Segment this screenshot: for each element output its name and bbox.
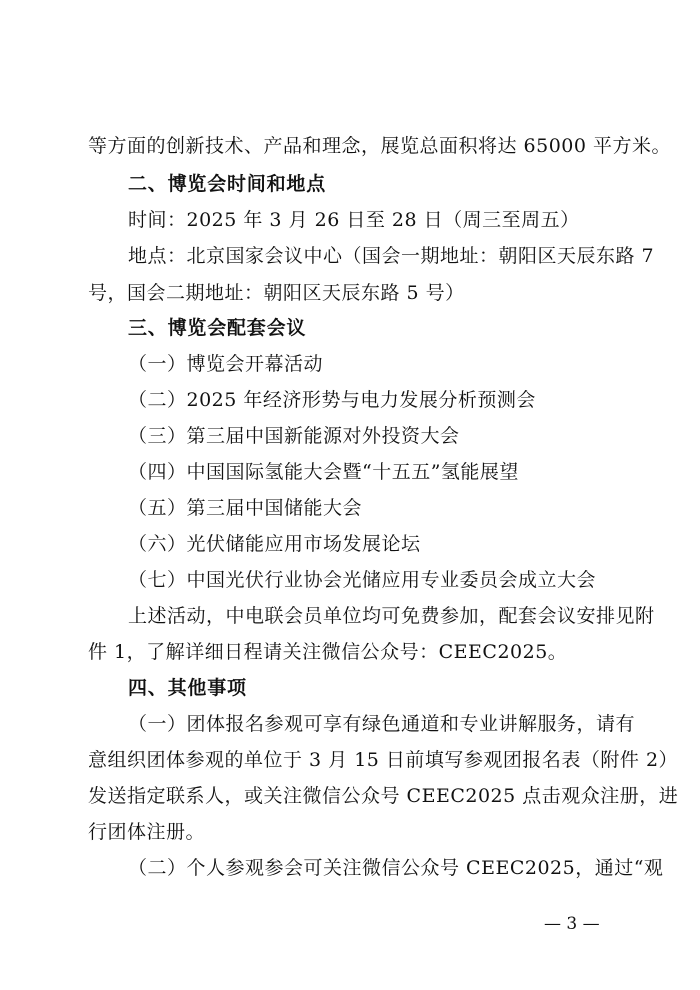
- section-heading-supporting-meetings: 三、博览会配套会议: [128, 317, 307, 339]
- page-number: — 3 —: [544, 914, 600, 934]
- group-visit-line-3: 发送指定联系人，或关注微信公众号 CEEC2025 点击观众注册，进: [88, 785, 679, 807]
- meeting-item-1: （一）博览会开幕活动: [128, 353, 324, 375]
- section-heading-time-location: 二、博览会时间和地点: [128, 173, 327, 195]
- meeting-item-4: （四）中国国际氢能大会暨“十五五”氢能展望: [128, 461, 519, 483]
- section-heading-other-matters: 四、其他事项: [128, 677, 247, 699]
- group-visit-line-4: 行团体注册。: [88, 821, 206, 843]
- location-line-2: 号，国会二期地址：朝阳区天辰东路 5 号）: [88, 282, 465, 304]
- individual-visit-line-1: （二）个人参观参会可关注微信公众号 CEEC2025，通过“观: [128, 857, 664, 879]
- meeting-item-5: （五）第三届中国储能大会: [128, 497, 363, 519]
- meeting-item-3: （三）第三届中国新能源对外投资大会: [128, 425, 460, 447]
- free-participation-line-1: 上述活动，中电联会员单位均可免费参加，配套会议安排见附: [128, 605, 655, 627]
- meeting-item-6: （六）光伏储能应用市场发展论坛: [128, 533, 421, 555]
- paragraph-line-exhibition-area: 等方面的创新技术、产品和理念，展览总面积将达 65000 平方米。: [88, 135, 672, 157]
- meeting-item-7: （七）中国光伏行业协会光储应用专业委员会成立大会: [128, 569, 597, 591]
- free-participation-line-2: 件 1，了解详细日程请关注微信公众号：CEEC2025。: [88, 641, 568, 663]
- group-visit-line-1: （一）团体报名参观可享有绿色通道和专业讲解服务，请有: [128, 713, 636, 735]
- group-visit-line-2: 意组织团体参观的单位于 3 月 15 日前填写参观团报名表（附件 2）: [88, 749, 679, 771]
- location-line-1: 地点：北京国家会议中心（国会一期地址：朝阳区天辰东路 7: [128, 245, 655, 267]
- time-line: 时间：2025 年 3 月 26 日至 28 日（周三至周五）: [128, 209, 580, 231]
- meeting-item-2: （二）2025 年经济形势与电力发展分析预测会: [128, 389, 536, 411]
